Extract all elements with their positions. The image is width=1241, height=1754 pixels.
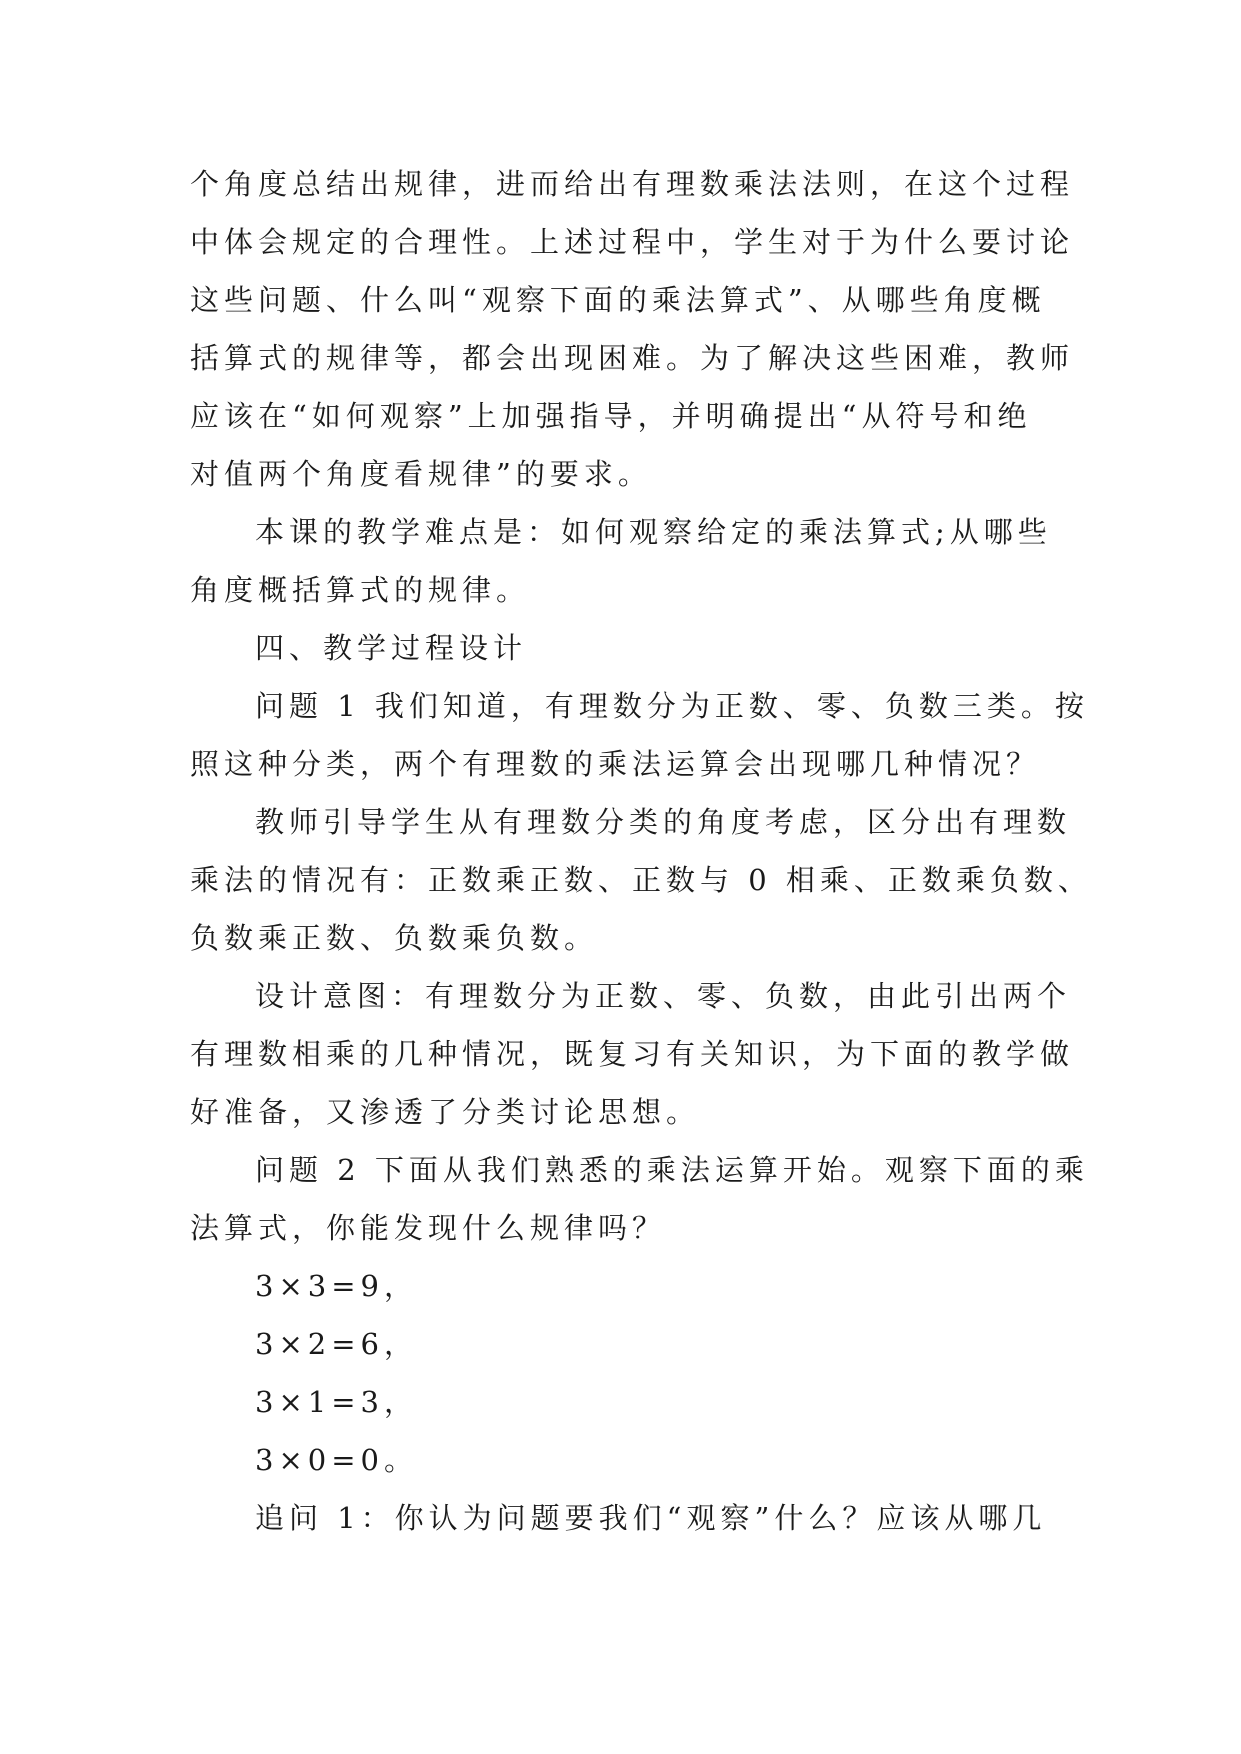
paragraph-line-1: 个角度总结出规律，进而给出有理数乘法法则，在这个过程 [190, 167, 1075, 201]
paragraph-line-5: 应该在“如何观察”上加强指导，并明确提出“从符号和绝 [190, 399, 1032, 433]
paragraph-line-19: 法算式，你能发现什么规律吗？ [190, 1211, 667, 1245]
paragraph-line-8: 角度概括算式的规律。 [190, 573, 531, 607]
equation-line-1: 3×3=9， [255, 1269, 418, 1303]
paragraph-line-10: 问题 1 我们知道，有理数分为正数、零、负数三类。按 [255, 689, 1089, 723]
equation-line-4: 3×0=0。 [255, 1443, 418, 1477]
paragraph-line-24: 追问 1：你认为问题要我们“观察”什么？应该从哪几 [255, 1501, 1047, 1535]
paragraph-line-6: 对值两个角度看规律”的要求。 [190, 457, 652, 491]
paragraph-line-3: 这些问题、什么叫“观察下面的乘法算式”、从哪些角度概 [190, 283, 1046, 317]
paragraph-line-13: 乘法的情况有：正数乘正数、正数与 0 相乘、正数乘负数、 [190, 863, 1092, 897]
paragraph-line-7: 本课的教学难点是：如何观察给定的乘法算式;从哪些 [255, 515, 1052, 549]
paragraph-line-15: 设计意图：有理数分为正数、零、负数，由此引出两个 [255, 979, 1072, 1013]
paragraph-line-18: 问题 2 下面从我们熟悉的乘法运算开始。观察下面的乘 [255, 1153, 1089, 1187]
paragraph-line-4: 括算式的规律等，都会出现困难。为了解决这些困难，教师 [190, 341, 1075, 375]
paragraph-line-2: 中体会规定的合理性。上述过程中，学生对于为什么要讨论 [190, 225, 1075, 259]
equation-line-3: 3×1=3， [255, 1385, 418, 1419]
paragraph-line-16: 有理数相乘的几种情况，既复习有关知识，为下面的教学做 [190, 1037, 1075, 1071]
paragraph-line-17: 好准备，又渗透了分类讨论思想。 [190, 1095, 701, 1129]
paragraph-line-11: 照这种分类，两个有理数的乘法运算会出现哪几种情况？ [190, 747, 1041, 781]
section-heading: 四、教学过程设计 [255, 631, 528, 665]
paragraph-line-14: 负数乘正数、负数乘负数。 [190, 921, 599, 955]
equation-line-2: 3×2=6， [255, 1327, 418, 1361]
paragraph-line-12: 教师引导学生从有理数分类的角度考虑，区分出有理数 [255, 805, 1072, 839]
